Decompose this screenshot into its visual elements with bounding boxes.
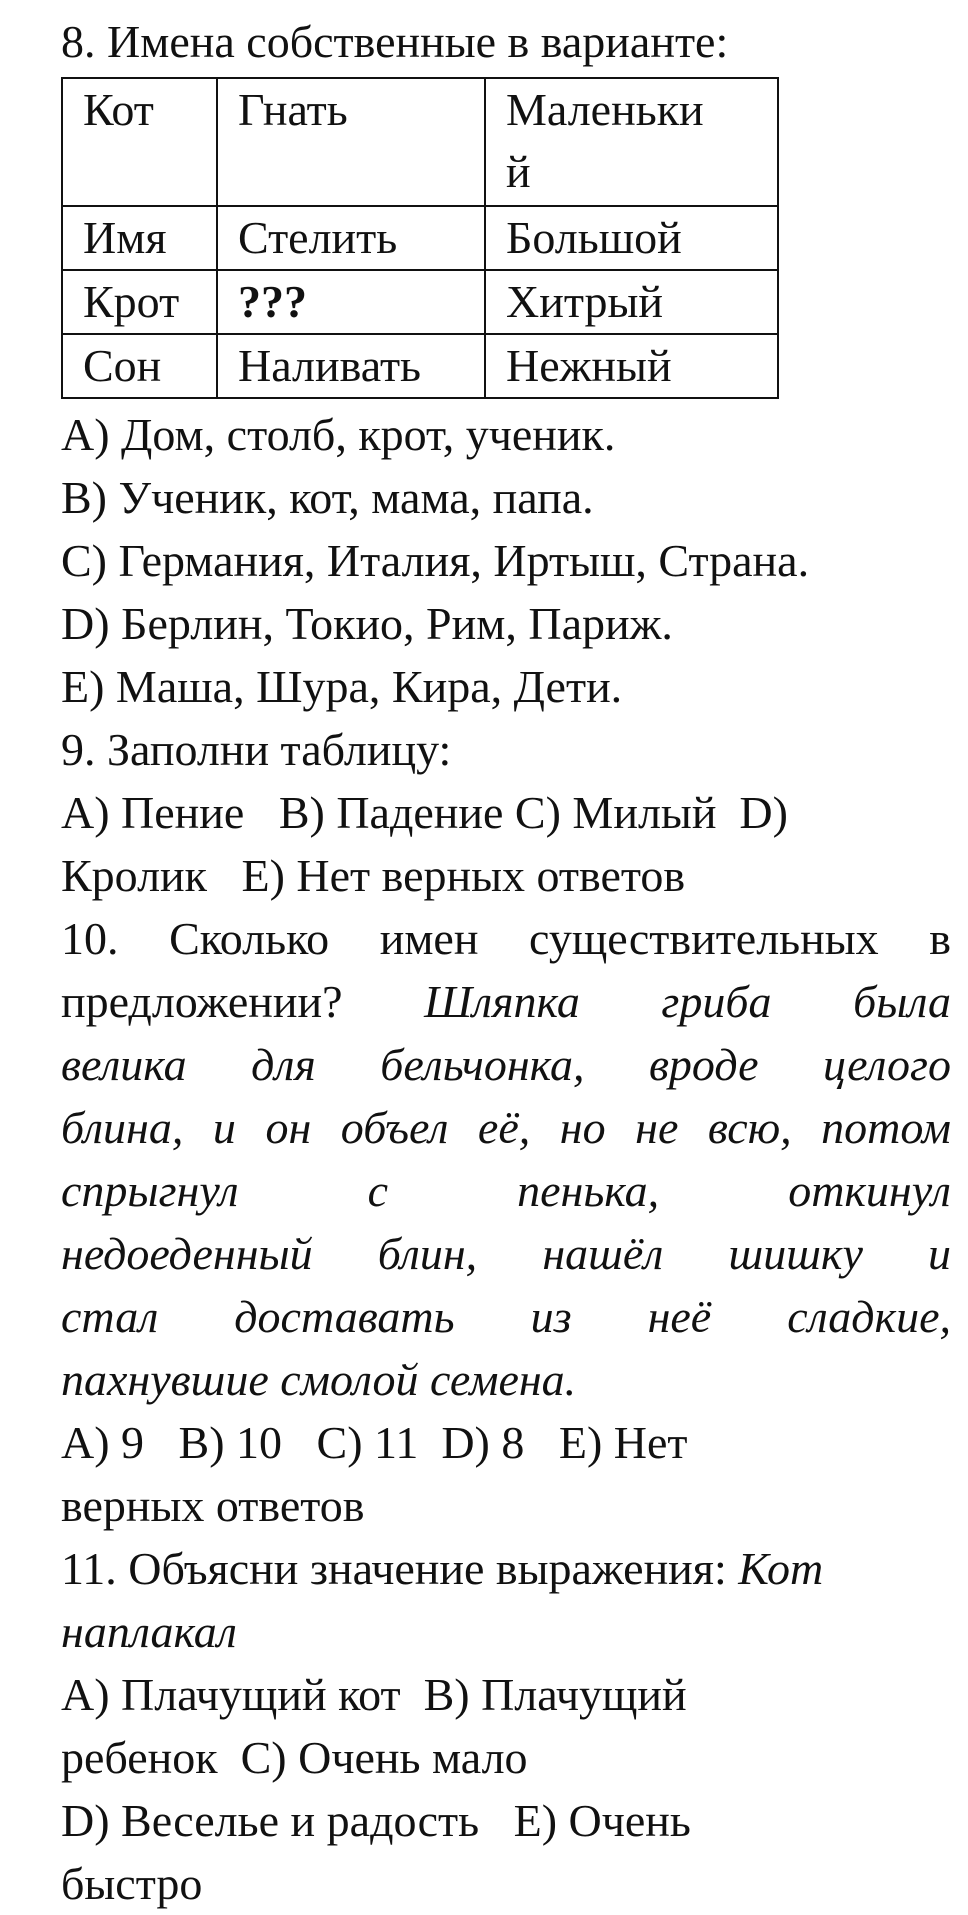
table-cell: Крот	[62, 270, 217, 334]
question-10-text-line: недоеденный блин, нашёл шишку и	[61, 1228, 951, 1279]
question-10-text-line: стал доставать из неё сладкие,	[61, 1291, 951, 1342]
question-10-text-line: спрыгнул с пенька, откинул	[61, 1165, 951, 1216]
table-row	[62, 78, 778, 206]
question-text: 10. Сколько имен существительных в	[61, 913, 951, 964]
question-10-text-line: блина, и он объел её, но не всю, потом	[61, 1102, 951, 1153]
table-cell	[485, 78, 778, 206]
answer-options-line: верных ответов	[61, 1480, 365, 1531]
answer-options-line: ребенок C) Очень мало	[61, 1732, 528, 1783]
table-cell: Гнать	[217, 78, 485, 206]
question-8-title: 8. Имена собственные в варианте:	[61, 16, 729, 67]
table-cell: Кот	[62, 78, 217, 206]
answer-option: D) Берлин, Токио, Рим, Париж.	[61, 598, 673, 649]
table-cell: Имя	[62, 206, 217, 270]
answer-options-line: быстро	[61, 1858, 203, 1909]
table-cell-line: й	[506, 146, 531, 197]
answer-options-line: A) 9 B) 10 C) 11 D) 8 E) Нет	[61, 1417, 688, 1468]
table-row	[62, 334, 778, 398]
question-text: предложении?	[61, 976, 425, 1027]
table-cell-line: Маленьки	[506, 84, 704, 135]
answer-option: B) Ученик, кот, мама, папа.	[61, 472, 594, 523]
table-cell-missing: ???	[217, 270, 485, 334]
table-row	[62, 206, 778, 270]
question-10-text-line: велика для бельчонка, вроде целого	[61, 1039, 951, 1090]
question-10-text-line	[61, 970, 951, 1033]
answer-option: C) Германия, Италия, Иртыш, Страна.	[61, 535, 810, 586]
table-cell: Наливать	[217, 334, 485, 398]
table-cell: Сон	[62, 334, 217, 398]
table-cell: Нежный	[485, 334, 778, 398]
answer-options-line: Кролик E) Нет верных ответов	[61, 850, 686, 901]
quoted-sentence: Шляпка гриба была	[424, 976, 951, 1027]
question-8-table	[61, 77, 779, 399]
table-row	[62, 270, 778, 334]
answer-option: E) Маша, Шура, Кира, Дети.	[61, 661, 623, 712]
table-cell: Большой	[485, 206, 778, 270]
question-11-title	[61, 1537, 953, 1600]
question-10-text-line	[61, 907, 951, 970]
worksheet-page	[61, 10, 953, 1915]
answer-option: A) Дом, столб, крот, ученик.	[61, 409, 616, 460]
idiom-text: Кот	[738, 1543, 824, 1594]
question-9-title: 9. Заполни таблицу:	[61, 724, 452, 775]
question-text: 11. Объясни значение выражения:	[61, 1543, 739, 1594]
answer-options-line: A) Пение B) Падение C) Милый D)	[61, 787, 788, 838]
table-cell: Стелить	[217, 206, 485, 270]
idiom-text: наплакал	[61, 1606, 237, 1657]
table-cell: Хитрый	[485, 270, 778, 334]
answer-options-line: A) Плачущий кот B) Плачущий	[61, 1669, 687, 1720]
question-10-text-line: пахнувшие смолой семена.	[61, 1354, 577, 1405]
answer-options-line: D) Веселье и радость E) Очень	[61, 1795, 691, 1846]
